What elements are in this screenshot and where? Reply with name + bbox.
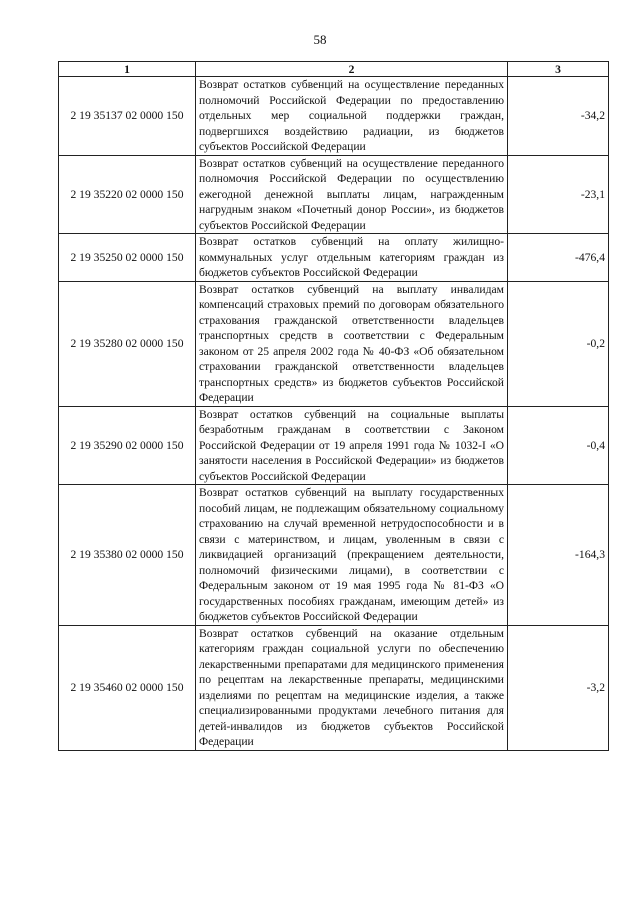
table-row	[59, 625, 609, 750]
column-header-description: 2	[196, 62, 508, 77]
row-description: Возврат остатков субвенций на осуществление переданных полномочий Российской Федерации по предоставлению отдельных мер социальной поддержки граждан, подвергшихся воздействию радиации, из бюджетов субъектов Российской Федерации	[196, 77, 508, 156]
table-header-row	[59, 62, 609, 77]
budget-code: 2 19 35460 02 0000 150	[59, 625, 196, 750]
row-description: Возврат остатков субвенций на выплату государственных пособий лицам, не подлежащим обязательному социальному страхованию на случай временной нетрудоспособности и в связи с материнством, и лицам, уволенным в связи с ликвидацией организаций (прекращением деятельности, полномочий физическими лицами), в соответствии с Федеральным законом от 19 мая 1995 года № 81-ФЗ «О государственных пособиях гражданам, имеющим детей» из бюджетов субъектов Российской Федерации	[196, 485, 508, 626]
row-amount: -164,3	[508, 485, 609, 626]
table-row	[59, 485, 609, 626]
row-description: Возврат остатков субвенций на оплату жилищно-коммунальных услуг отдельным категориям граждан из бюджетов субъектов Российской Федерации	[196, 234, 508, 282]
column-header-code: 1	[59, 62, 196, 77]
table-row	[59, 234, 609, 282]
budget-code: 2 19 35380 02 0000 150	[59, 485, 196, 626]
page-number: 58	[313, 32, 327, 47]
budget-code: 2 19 35220 02 0000 150	[59, 155, 196, 234]
budget-code: 2 19 35280 02 0000 150	[59, 281, 196, 406]
row-description: Возврат остатков субвенций на выплату инвалидам компенсаций страховых премий по договорам обязательного страхования гражданской ответственности владельцев транспортных средств в соответствии с Федеральным законом от 25 апреля 2002 года № 40-ФЗ «Об обязательном страховании гражданской ответственности владельцев транспортных средств» из бюджетов субъектов Российской Федерации	[196, 281, 508, 406]
budget-code: 2 19 35290 02 0000 150	[59, 406, 196, 485]
table-row	[59, 77, 609, 156]
row-description: Возврат остатков субвенций на социальные выплаты безработным гражданам в соответствии с Законом Российской Федерации от 19 апреля 1991 года № 1032-I «О занятости населения в Российской Федерации» из бюджетов субъектов Российской Федерации	[196, 406, 508, 485]
row-amount: -3,2	[508, 625, 609, 750]
row-amount: -0,4	[508, 406, 609, 485]
table-row	[59, 155, 609, 234]
budget-code: 2 19 35137 02 0000 150	[59, 77, 196, 156]
table-row	[59, 281, 609, 406]
row-amount: -0,2	[508, 281, 609, 406]
row-description: Возврат остатков субвенций на оказание отдельным категориям граждан социальной услуги по обеспечению лекарственными препаратами для медицинского применения по рецептам на лекарственные препараты, медицинскими изделиями по рецептам на медицинские изделия, а также специализированными продуктами лечебного питания для детей-инвалидов из бюджетов субъектов Российской Федерации	[196, 625, 508, 750]
budget-table	[58, 61, 609, 751]
row-description: Возврат остатков субвенций на осуществление переданного полномочия Российской Федерации по осуществлению ежегодной денежной выплаты лицам, награжденным нагрудным знаком «Почетный донор России», из бюджетов субъектов Российской Федерации	[196, 155, 508, 234]
row-amount: -23,1	[508, 155, 609, 234]
row-amount: -476,4	[508, 234, 609, 282]
table-row	[59, 406, 609, 485]
column-header-amount: 3	[508, 62, 609, 77]
row-amount: -34,2	[508, 77, 609, 156]
budget-code: 2 19 35250 02 0000 150	[59, 234, 196, 282]
